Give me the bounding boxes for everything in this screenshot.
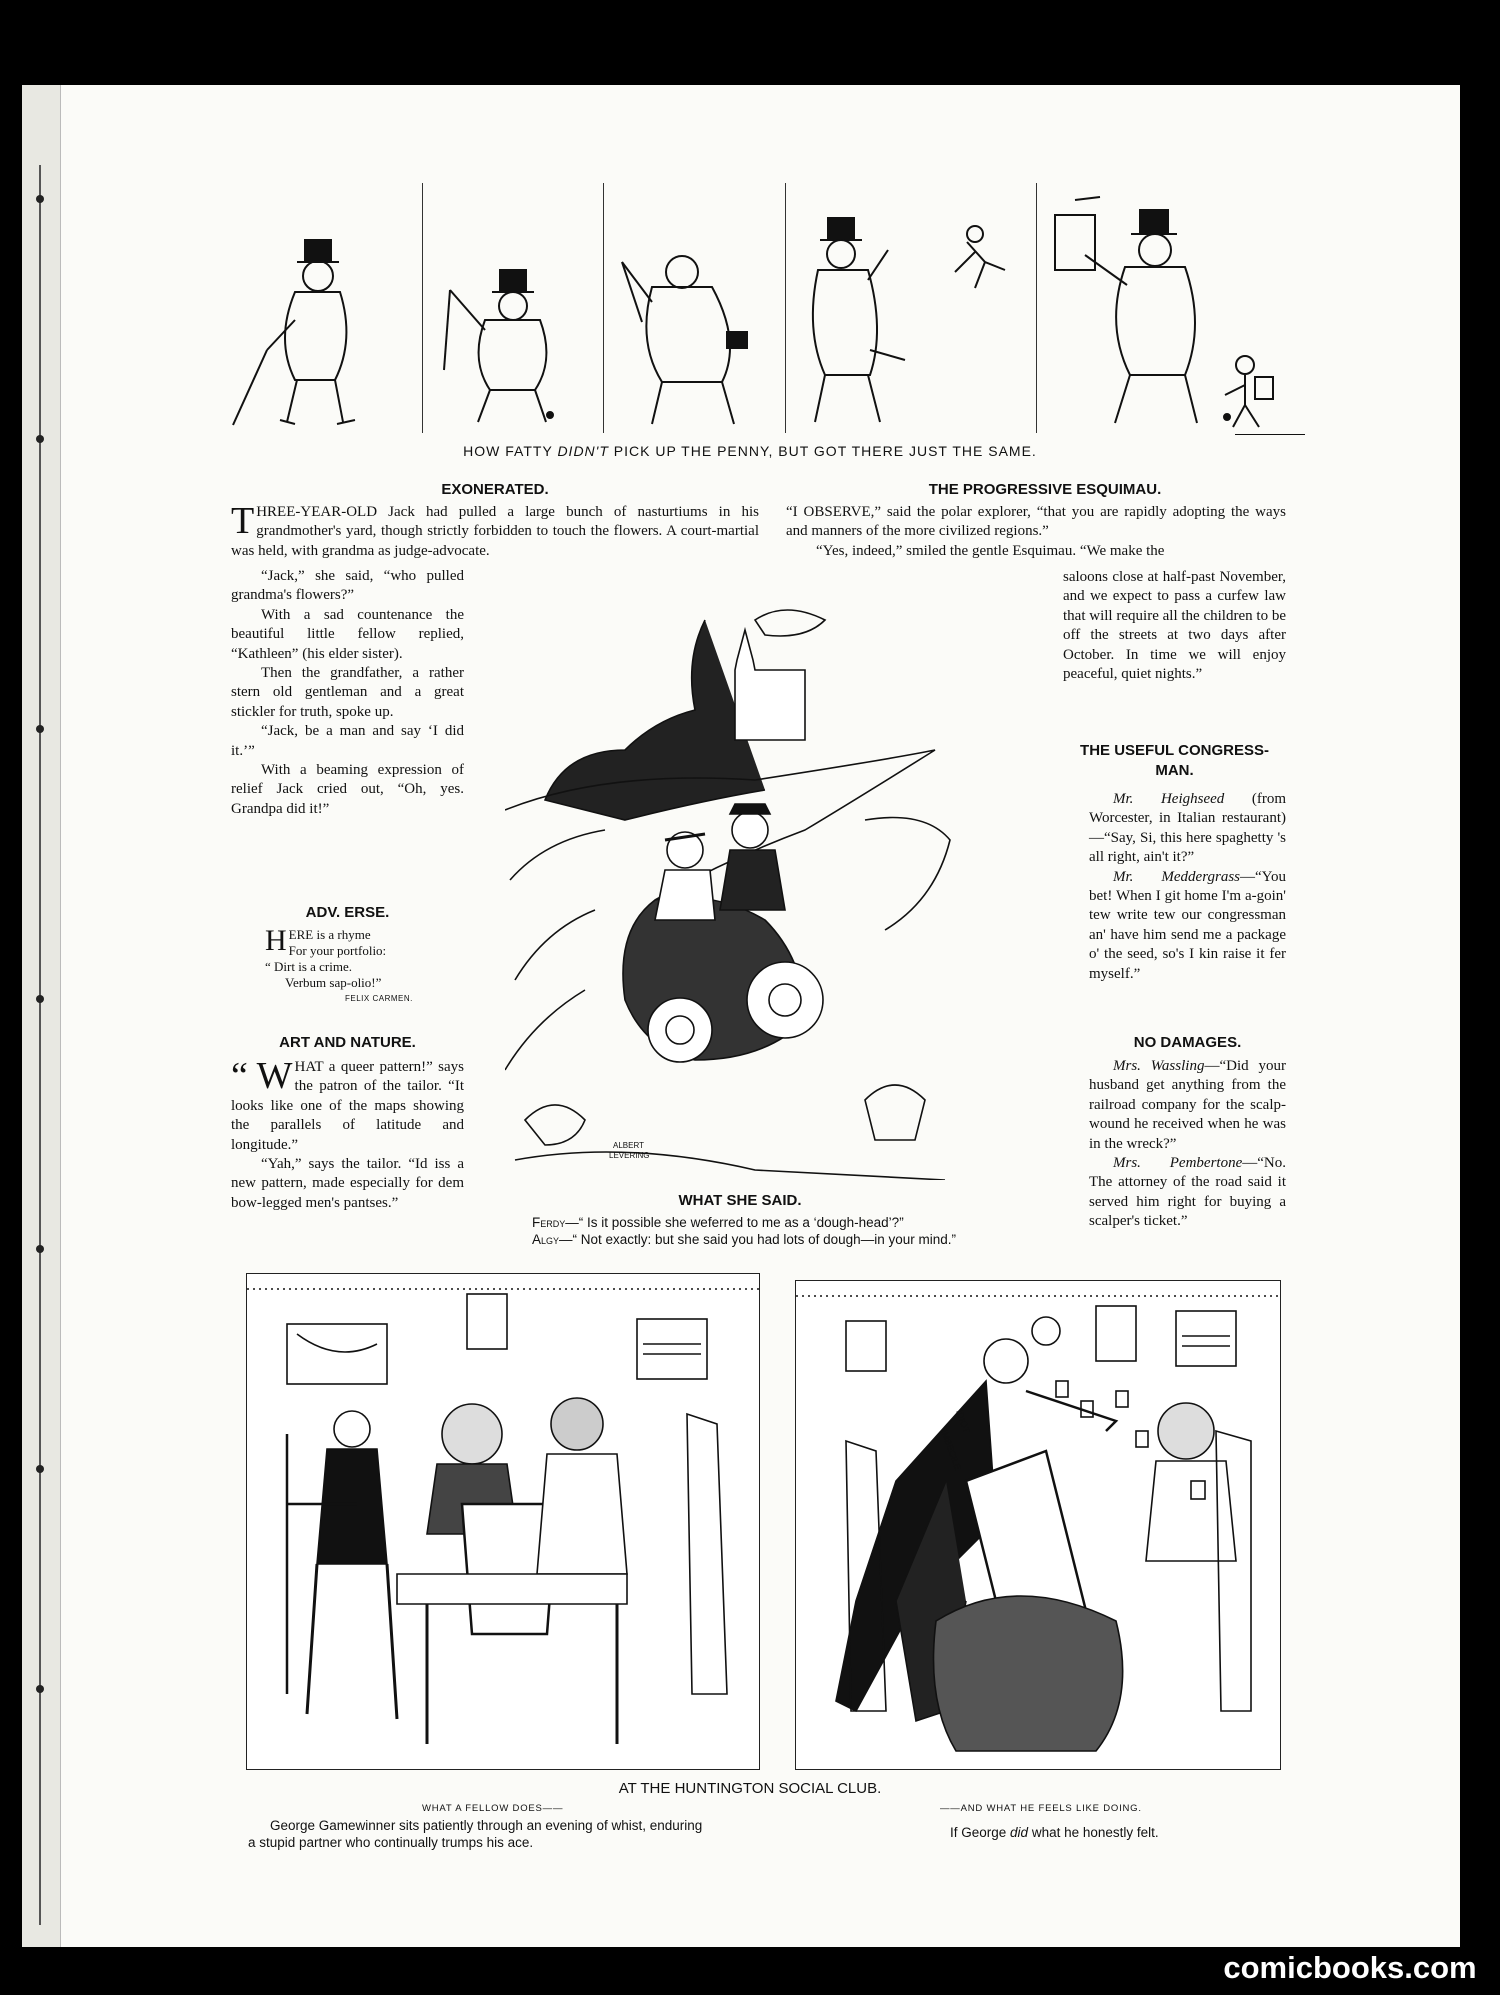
whist-panel-right — [795, 1280, 1281, 1770]
congressman-body: Mr. Heighseed (from Worcester, in Italian restaurant)—“Say, Si, this here spaghetty 's all right, ain't it?” Mr. Meddergrass—“You bet! When I git home I'm a-goin' tew write tew our congressman an' have him send me a package o' the seed, so's I kin raise it fer myself.” — [1089, 791, 1287, 982]
heading-progressive-esquimau: THE PROGRESSIVE ESQUIMAU. — [928, 481, 1162, 498]
motorcar-illustration — [505, 600, 955, 1180]
strip-caption: HOW FATTY DIDN'T PICK UP THE PENNY, BUT GOT THERE JUST THE SAME. — [463, 443, 1037, 459]
whist-panel-left — [246, 1273, 760, 1770]
binding-stitch — [36, 725, 44, 733]
fatty-panel-2-illustration — [430, 250, 595, 430]
strip-divider — [785, 183, 786, 433]
binding-stitch — [36, 195, 44, 203]
left-caption-line2: a stupid partner who continually trumps his ace. — [248, 1835, 534, 1850]
heading-what-she-said: WHAT SHE SAID. — [678, 1192, 802, 1209]
exonerated-intro: THREE-YEAR-OLD Jack had pulled a large bunch of nasturtiums in his grandmother's yard, though strictly forbidden to touch the flowers. A court-martial was held, with grandma as judge-advocate. — [231, 500, 759, 559]
esquimau-intro: “I OBSERVE,” said the polar explorer, “that you are rapidly adopting the ways and manners of the more civilized regions.” “Yes, indeed,” smiled the gentle Esquimau. “We make the — [786, 504, 1286, 559]
binding-stitch — [36, 1245, 44, 1253]
heading-adverse: ADV. ERSE. — [305, 904, 390, 921]
running-boy-illustration — [945, 222, 1015, 292]
watermark: comicbooks.com — [1223, 1950, 1477, 1985]
fatty-panel-1-illustration — [225, 230, 410, 430]
exonerated-body: “Jack,” she said, “who pulled grandma's flowers?” With a sad countenance the beautiful little fellow replied, “Kathleen” (his elder sister). Then the grandfather, a rather stern old gentleman and a great stickler for truth, spoke up. “Jack, be a man and say ‘I did it.’” With a beaming expression of relief Jack cried out, “Oh, yes. Grandpa did it!” — [231, 568, 464, 817]
strip-divider — [603, 183, 604, 433]
heading-exonerated: EXONERATED. — [441, 481, 549, 498]
heading-useful-congressman-line1: THE USEFUL CONGRESS- — [1080, 742, 1269, 759]
fatty-panel-4-illustration — [800, 210, 910, 430]
esquimau-body: saloons close at half-past November, and we expect to pass a curfew law that will require all the children to be off the streets at two days after October. In time we will enjoy peaceful, quiet nights.” — [1063, 569, 1286, 683]
drop-cap: “ W — [231, 1055, 293, 1097]
heading-no-damages: NO DAMAGES. — [1133, 1034, 1242, 1051]
heading-useful-congressman-line2: MAN. — [1155, 762, 1194, 779]
left-caption-line1: George Gamewinner sits patiently through an evening of whist, enduring — [270, 1818, 703, 1833]
right-caption-head: ——AND WHAT HE FEELS LIKE DOING. — [940, 1803, 1142, 1814]
artist-signature-line2: LEVERING — [609, 1151, 650, 1160]
binding-stitch — [36, 995, 44, 1003]
strip-divider — [422, 183, 423, 433]
binding-stitch — [36, 1465, 44, 1473]
binding-stitch — [36, 1685, 44, 1693]
card-word-idiot: IDIOT — [954, 1408, 972, 1435]
adverse-poem: HERE is a rhyme For your portfolio: “ Dirt is a crime. Verbum sap-olio!” FELIX CARMEN. — [265, 924, 413, 1003]
strip-divider — [1036, 183, 1037, 433]
page-binding — [22, 85, 61, 1947]
left-caption-head: WHAT A FELLOW DOES—— — [422, 1803, 564, 1814]
binding-stitch — [36, 435, 44, 443]
art-and-nature-body: “ W HAT a queer pattern!” says the patron of the tailor. “It looks like one of the maps showing the parallels of latitude and longitude.” “Yah,” says the tailor. “Id iss a new pattern, made especially for dem bow-legged men's pantses.” — [231, 1055, 464, 1211]
card-word-imbecile: IMBECILE — [939, 1428, 963, 1472]
binding-thread — [39, 165, 41, 1925]
right-caption-line: If George did what he honestly felt. — [950, 1825, 1159, 1840]
fatty-panel-3-illustration — [612, 232, 780, 432]
heading-huntington-social-club: AT THE HUNTINGTON SOCIAL CLUB. — [618, 1780, 882, 1797]
fatty-panel-5-illustration — [1045, 195, 1310, 435]
drop-cap: T — [231, 500, 255, 542]
artist-signature-line1: ALBERT — [613, 1141, 644, 1150]
no-damages-body: Mrs. Wassling—“Did your husband get anything from the railroad company for the scalp-wound he received when he was in the wreck?” Mrs. Pembertone—“No. The attorney of the road said it served him right for buying a scalper's ticket.” — [1089, 1058, 1286, 1230]
what-she-said-dialog: Ferdy—“ Is it possible she weferred to me as a ‘dough-head’?” Algy—“ Not exactly: but she said you had lots of dough—in your mind.” — [532, 1215, 956, 1247]
heading-art-and-nature: ART AND NATURE. — [279, 1034, 416, 1051]
